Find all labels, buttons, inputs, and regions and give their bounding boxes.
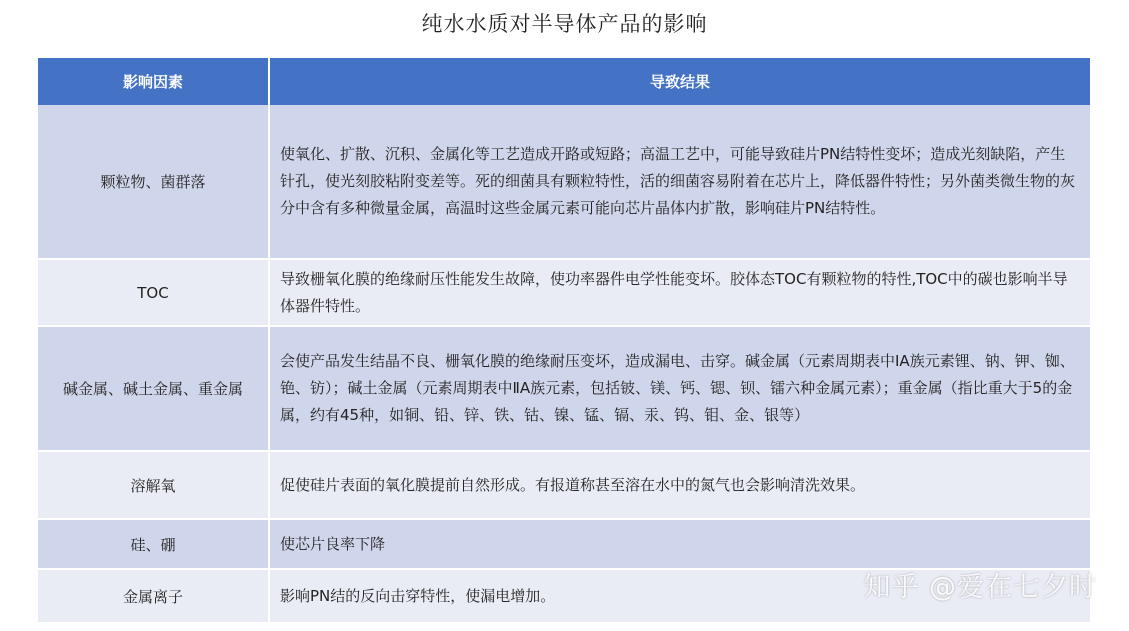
- factor-cell: 颗粒物、菌群落: [38, 105, 269, 259]
- table-row: [38, 105, 1090, 259]
- factor-cell: 金属离子: [38, 569, 269, 623]
- table-row: [38, 519, 1090, 569]
- page-title: 纯水水质对半导体产品的影响: [421, 12, 708, 36]
- factor-cell: 碱金属、碱土金属、重金属: [38, 326, 269, 451]
- table-row: [38, 259, 1090, 326]
- impact-table: [38, 58, 1090, 624]
- result-cell: 影响PN结的反向击穿特性，使漏电增加。: [269, 569, 1090, 623]
- result-cell: 促使硅片表面的氧化膜提前自然形成。有报道称甚至溶在水中的氮气也会影响清洗效果。: [269, 451, 1090, 519]
- table-row: [38, 326, 1090, 451]
- factor-cell: TOC: [38, 259, 269, 326]
- result-cell: 使氧化、扩散、沉积、金属化等工艺造成开路或短路；高温工艺中，可能导致硅片PN结特性变坏；造成光刻缺陷，产生针孔，使光刻胶粘附变差等。死的细菌具有颗粒特性，活的细菌容易附着在芯片上，降低器件特性；另外菌类微生物的灰分中含有多种微量金属，高温时这些金属元素可能向芯片晶体内扩散，影响硅片PN结特性。: [269, 105, 1090, 259]
- result-cell: 会使产品发生结晶不良、栅氧化膜的绝缘耐压变坏，造成漏电、击穿。碱金属（元素周期表中ⅠA族元素锂、钠、钾、铷、铯、钫）；碱土金属（元素周期表中ⅡA族元素，包括铍、镁、钙、锶、钡、镭六种金属元素）；重金属（指比重大于5的金属，约有45种，如铜、铅、锌、铁、钴、镍、锰、镉、汞、钨、钼、金、银等）: [269, 326, 1090, 451]
- factor-cell: 溶解氧: [38, 451, 269, 519]
- watermark: 知乎 @爱在七夕时: [863, 572, 1097, 603]
- factor-cell: 硅、硼: [38, 519, 269, 569]
- header-factor: 影响因素: [38, 58, 269, 105]
- header-result: 导致结果: [269, 58, 1090, 105]
- result-cell: 导致栅氧化膜的绝缘耐压性能发生故障，使功率器件电学性能变坏。胶体态TOC有颗粒物的特性,TOC中的碳也影响半导体器件特性。: [269, 259, 1090, 326]
- table-header-row: [38, 58, 1090, 105]
- table-row: [38, 451, 1090, 519]
- result-cell: 使芯片良率下降: [269, 519, 1090, 569]
